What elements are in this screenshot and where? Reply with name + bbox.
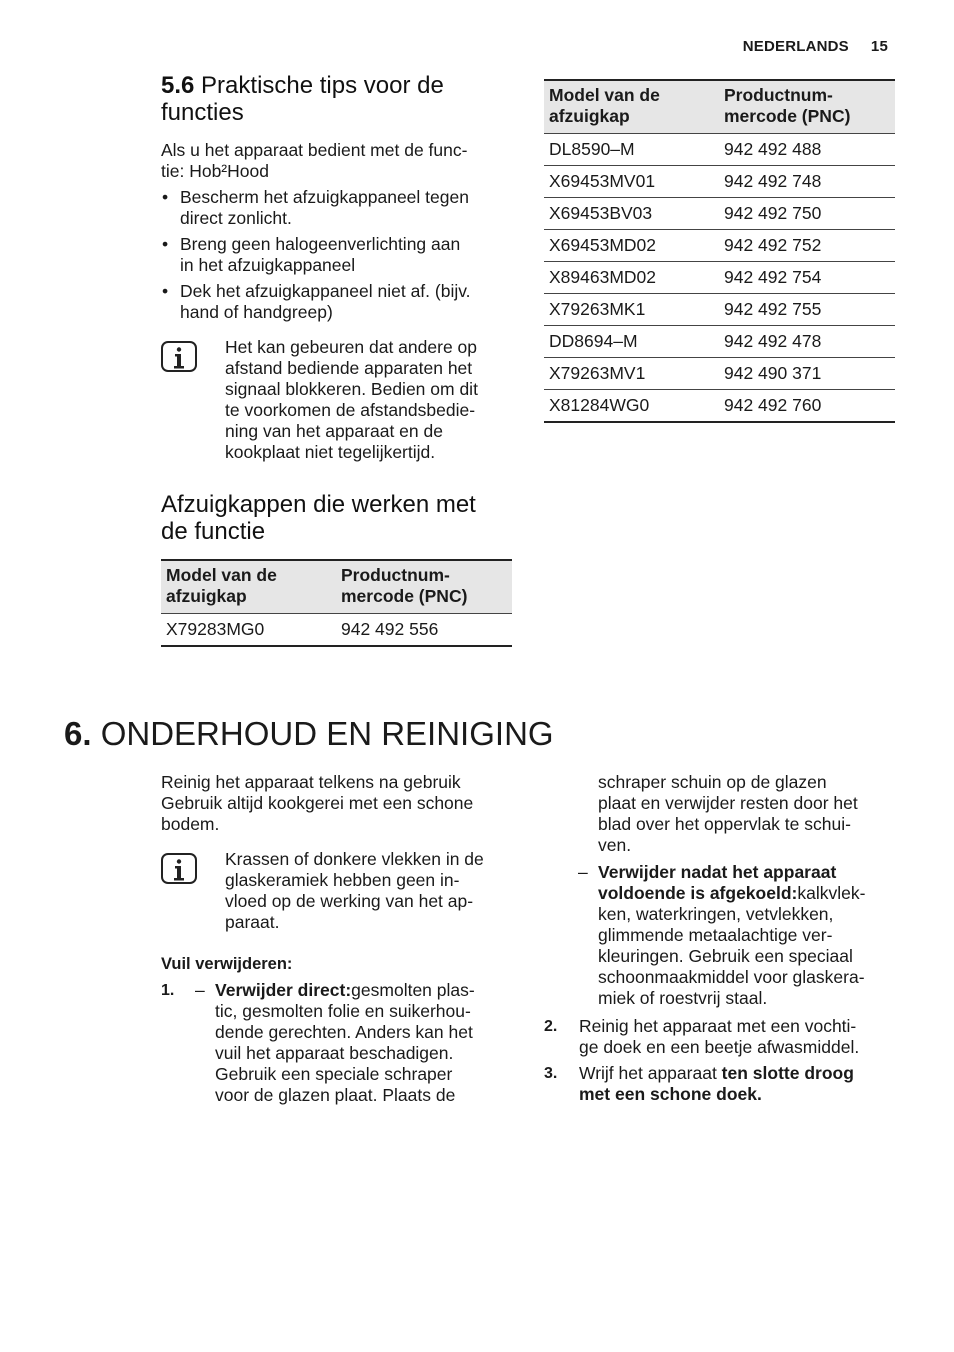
cell-model: DD8694–M bbox=[549, 331, 638, 351]
table-row bbox=[544, 294, 895, 326]
list-item: • Dek het afzuigkappaneel niet af. (bijv. hand of handgreep) bbox=[162, 281, 471, 322]
tips-list bbox=[161, 187, 511, 323]
step-number: 2. bbox=[544, 1018, 558, 1035]
cell-pnc: 942 492 478 bbox=[724, 331, 822, 351]
step-1-text-second: Verwijder nadat het apparaat voldoende is afgekoeld:kalkvlek- ken, waterkringen, vetvlekken, glimmende metaalachtige ver- kleuringen. Gebruik een speciaal schoonmaakmiddel voor glaskera- miek of roestvrij staal. bbox=[598, 862, 866, 1008]
table-header-row bbox=[161, 560, 512, 614]
header-language: NEDERLANDS bbox=[742, 38, 849, 55]
cell-pnc: 942 492 750 bbox=[724, 203, 822, 223]
table-row bbox=[544, 198, 895, 230]
cell-model: X79263MK1 bbox=[549, 299, 646, 319]
step-3-text: Wrijf het apparaat ten slotte droog met een schone doek. bbox=[579, 1063, 854, 1104]
list-item: • Bescherm het afzuigkappaneel tegen direct zonlicht. bbox=[162, 187, 469, 228]
cell-model: X79263MV1 bbox=[549, 363, 646, 383]
cell-model: X81284WG0 bbox=[549, 395, 650, 415]
cell-model: X79283MG0 bbox=[166, 619, 265, 639]
section-5-6 bbox=[161, 72, 511, 328]
cell-pnc: 942 492 488 bbox=[724, 139, 822, 159]
step-2-text: Reinig het apparaat met een vochti- ge doek en een beetje afwasmiddel. bbox=[579, 1016, 860, 1057]
column-header-pnc: Productnum- mercode (PNC) bbox=[336, 560, 512, 614]
table-row bbox=[544, 358, 895, 390]
chapter-6-intro: Reinig het apparaat telkens na gebruik Gebruik altijd kookgerei met een schone bodem. bbox=[161, 772, 474, 834]
info-note-text: Krassen of donkere vlekken in de glaskeramiek hebben geen in- vloed op de werking van het ap- paraat. bbox=[225, 849, 484, 932]
table-row bbox=[544, 134, 895, 166]
page-number: 15 bbox=[870, 38, 888, 55]
info-note bbox=[161, 849, 511, 939]
cell-pnc: 942 492 755 bbox=[724, 299, 822, 319]
table-row bbox=[544, 390, 895, 423]
list-item: • Breng geen halogeenverlichting aan in het afzuigkappaneel bbox=[162, 234, 461, 275]
column-header-pnc: Productnum- mercode (PNC) bbox=[719, 80, 895, 134]
table-row bbox=[544, 230, 895, 262]
cell-model: X69453MD02 bbox=[549, 235, 657, 255]
chapter-title: 6. ONDERHOUD EN REINIGING bbox=[64, 715, 554, 752]
step-number: 1. bbox=[161, 982, 175, 999]
dirt-removal-heading: Vuil verwijderen: bbox=[161, 955, 293, 973]
step-number: 3. bbox=[544, 1065, 558, 1082]
info-note-text: Het kan gebeuren dat andere op afstand bediende apparaten het signaal blokkeren. Bedien om dit te voorkomen de afstandsbedie- ning van het apparaat en de kookplaat niet tegelijkertijd. bbox=[225, 337, 478, 462]
table-row bbox=[544, 262, 895, 294]
section-5-6-intro: Als u het apparaat bedient met de func- tie: Hob²Hood bbox=[161, 140, 468, 181]
cell-model: X69453BV03 bbox=[549, 203, 653, 223]
dash-marker: – bbox=[578, 862, 588, 882]
step-1-text: Verwijder direct:gesmolten plas- tic, gesmolten folie en suikerhou- dende gerechten. Anders kan het vuil het apparaat beschadigen. Gebruik een speciale schraper voor de glazen plaat. Plaats de bbox=[215, 980, 475, 1105]
table-header-row bbox=[544, 80, 895, 134]
column-header-model: Model van de afzuigkap bbox=[544, 80, 719, 134]
hood-table-left bbox=[161, 559, 512, 647]
column-header-model: Model van de afzuigkap bbox=[161, 560, 336, 614]
step-1-text-continued: schraper schuin op de glazen plaat en verwijder resten door het blad over het oppervlak te schui- ven. bbox=[598, 772, 858, 855]
cell-pnc: 942 492 556 bbox=[341, 619, 439, 639]
cell-model: X69453MV01 bbox=[549, 171, 656, 191]
hoods-section-title: Afzuigkappen die werken met de functie bbox=[161, 491, 476, 545]
dash-marker: – bbox=[195, 980, 205, 1000]
table-row bbox=[161, 614, 512, 647]
hood-table-right bbox=[544, 79, 895, 423]
page-header bbox=[743, 38, 888, 55]
cell-pnc: 942 492 754 bbox=[724, 267, 822, 287]
cell-pnc: 942 490 371 bbox=[724, 363, 822, 383]
info-icon bbox=[161, 853, 197, 884]
cell-pnc: 942 492 752 bbox=[724, 235, 822, 255]
section-5-6-title: 5.6 Praktische tips voor de functies bbox=[161, 72, 444, 126]
cell-pnc: 942 492 748 bbox=[724, 171, 822, 191]
info-note bbox=[161, 337, 511, 467]
cell-pnc: 942 492 760 bbox=[724, 395, 822, 415]
table-row bbox=[544, 326, 895, 358]
table-row bbox=[544, 166, 895, 198]
cell-model: DL8590–M bbox=[549, 139, 635, 159]
cell-model: X89463MD02 bbox=[549, 267, 657, 287]
info-icon bbox=[161, 341, 197, 372]
